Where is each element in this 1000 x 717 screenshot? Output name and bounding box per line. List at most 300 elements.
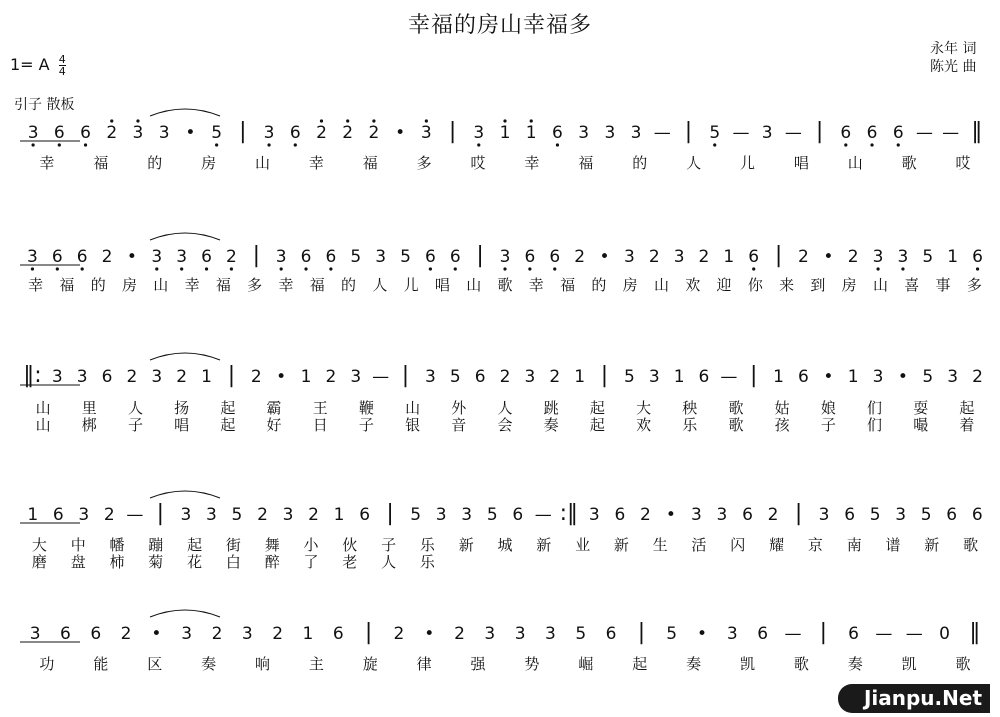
octave-dot-below: [976, 267, 979, 270]
note: 2: [698, 247, 710, 267]
note: •: [185, 123, 196, 143]
lyric-syllable-verse2: 唱: [174, 416, 190, 434]
lyric-syllable: 街: [225, 536, 241, 554]
note: 1: [201, 367, 212, 387]
lyric-syllable: 房: [122, 276, 138, 294]
note: 6: [605, 624, 617, 644]
note: •: [276, 367, 287, 387]
octave-dot-below: [230, 267, 233, 270]
lyric-syllable: 强: [470, 655, 486, 673]
note: 3: [29, 624, 41, 644]
lyric-syllable: 儿: [739, 154, 756, 172]
note: —: [875, 624, 893, 644]
note: 6: [90, 624, 102, 644]
note: 3: [895, 505, 907, 525]
note: 3: [275, 247, 287, 267]
lyric-syllable-verse2: 欢: [636, 416, 652, 434]
octave-dot-below: [870, 143, 873, 146]
note: —: [534, 505, 552, 525]
note: 3: [578, 123, 590, 143]
note: 2: [120, 624, 132, 644]
octave-dot-below: [180, 267, 183, 270]
lyric-syllable: 耀: [769, 536, 785, 554]
note: 3: [872, 367, 884, 387]
octave-dot-below: [556, 143, 559, 146]
octave-dot-below: [901, 267, 904, 270]
lyric-syllable: 凯: [901, 655, 917, 673]
note: 3: [435, 505, 447, 525]
note: 3: [716, 505, 728, 525]
note: 3: [545, 624, 556, 644]
note: 3: [604, 123, 616, 143]
barline: |: [819, 620, 827, 645]
note: 6: [971, 505, 983, 525]
octave-dot-below: [304, 267, 307, 270]
barline: ‖: [971, 119, 983, 144]
lyric-syllable: 耍: [913, 399, 929, 417]
note: 6: [53, 123, 65, 143]
note: 3: [78, 505, 90, 525]
note: •: [599, 247, 610, 267]
lyric-syllable: 跳: [543, 399, 559, 417]
lyric-syllable: 起: [632, 655, 648, 673]
lyric-syllable: 福: [215, 276, 231, 294]
barline: |: [364, 620, 373, 645]
note: 6: [742, 505, 753, 525]
note: 2: [225, 247, 237, 267]
lyric-syllable: 里: [81, 399, 97, 417]
barline: |: [750, 363, 758, 388]
lyric-syllable: 的: [591, 276, 607, 294]
barline: |: [401, 363, 410, 388]
key-signature-text: 1= A: [10, 55, 50, 74]
note: 6: [866, 123, 878, 143]
lyric-syllable: 王: [312, 399, 328, 417]
note: 6: [972, 247, 983, 267]
barline: |: [600, 363, 609, 388]
lyric-syllable: 奏: [686, 655, 702, 673]
lyric-syllable: 子: [381, 536, 397, 554]
octave-dot-below: [31, 267, 34, 270]
octave-dot-below: [267, 143, 270, 146]
lyric-syllable-verse2: 山: [35, 416, 51, 434]
note: 5: [920, 505, 932, 525]
barline: :‖: [559, 501, 579, 526]
lyric-syllable: 人: [686, 154, 702, 172]
lyric-syllable-verse2: 梆: [81, 416, 97, 434]
lyric-syllable-verse2: 起: [589, 416, 605, 434]
note: 2: [257, 505, 268, 525]
slur: [150, 610, 220, 617]
lyric-syllable: 山: [35, 399, 51, 417]
lyric-syllable: 的: [90, 276, 106, 294]
slur: [150, 491, 220, 498]
note: 2: [549, 367, 561, 387]
note: 3: [176, 247, 188, 267]
note: 1: [574, 367, 586, 387]
lyric-syllable-verse2: 子: [127, 416, 143, 434]
note: 2: [342, 123, 354, 143]
note: 2: [316, 123, 327, 143]
note: 3: [818, 505, 830, 525]
note: —: [784, 123, 802, 143]
lyric-syllable: 秧: [682, 399, 698, 417]
octave-dot-below: [84, 143, 87, 146]
octave-dot-below: [477, 143, 480, 146]
lyric-syllable: 起: [220, 399, 236, 417]
note: 6: [289, 123, 301, 143]
note: 3: [76, 367, 88, 387]
note: 3: [132, 123, 144, 143]
note: 3: [27, 247, 38, 267]
barline: |: [448, 119, 457, 144]
lyric-syllable: 闪: [730, 536, 746, 554]
note: •: [897, 367, 908, 387]
note: 2: [393, 624, 405, 644]
lyric-syllable: 幸: [278, 276, 294, 294]
lyric-syllable-verse2: 白: [225, 553, 241, 571]
note: 6: [101, 367, 113, 387]
barline: |: [774, 243, 783, 268]
note: 2: [499, 367, 511, 387]
lyric-syllable: 旋: [362, 655, 378, 673]
octave-dot-above: [503, 119, 506, 122]
note: —: [372, 367, 390, 387]
lyric-syllable-verse2: 磨: [31, 553, 47, 571]
lyric-syllable: 幡: [109, 536, 125, 554]
intro-label: 引子 散板: [14, 97, 75, 113]
note: 5: [922, 367, 934, 387]
lyric-syllable: 姑: [774, 399, 790, 417]
lyric-syllable: 扬: [174, 399, 190, 417]
note: 2: [103, 505, 115, 525]
lyric-syllable: 人: [127, 399, 143, 417]
note: •: [823, 247, 834, 267]
note: 6: [757, 624, 769, 644]
note: —: [126, 505, 144, 525]
lyric-syllable-verse2: 日: [312, 416, 328, 434]
lyric-syllable: 势: [524, 655, 540, 673]
barline: |: [386, 501, 394, 526]
note: 2: [648, 247, 660, 267]
note: 6: [359, 505, 371, 525]
lyric-syllable: 区: [147, 655, 163, 673]
note: 3: [51, 367, 63, 387]
note: 3: [673, 247, 685, 267]
lyric-syllable: 功: [39, 655, 55, 673]
note: 1: [773, 367, 785, 387]
lyric-syllable-verse2: 老: [342, 553, 358, 571]
lyric-syllable: 的: [632, 154, 648, 172]
barline: |: [252, 243, 260, 268]
lyric-syllable-verse2: 子: [358, 416, 374, 434]
note: 3: [588, 505, 600, 525]
lyric-syllable: 奏: [201, 655, 217, 673]
octave-dot-below: [329, 267, 332, 270]
note: •: [823, 367, 834, 387]
lyric-syllable: 山: [466, 276, 482, 294]
note: 5: [709, 123, 721, 143]
note: 6: [300, 247, 312, 267]
note: 3: [420, 123, 432, 143]
lyric-syllable: 山: [405, 399, 421, 417]
octave-dot-above: [346, 119, 349, 122]
note: 2: [454, 624, 465, 644]
lyric-syllable: 幸: [184, 276, 200, 294]
note: 3: [691, 505, 702, 525]
note: 3: [241, 624, 253, 644]
note: 5: [231, 505, 243, 525]
lyric-syllable: 城: [497, 536, 513, 554]
octave-dot-below: [155, 267, 158, 270]
lyric-syllable: 歌: [963, 536, 979, 554]
note: 5: [922, 247, 934, 267]
note: 3: [151, 247, 163, 267]
barline: |: [815, 119, 824, 144]
lyric-syllable-verse2: 会: [497, 416, 513, 434]
note: 5: [666, 624, 678, 644]
lyric-syllable: 山: [153, 276, 169, 294]
lyric-syllable: 外: [451, 399, 467, 417]
note: 1: [673, 367, 685, 387]
note: 3: [648, 367, 660, 387]
note: 3: [151, 367, 163, 387]
octave-dot-above: [425, 119, 428, 122]
note: 6: [60, 624, 71, 644]
slur: [150, 109, 220, 116]
note: 3: [181, 624, 193, 644]
note: 3: [623, 247, 635, 267]
slur: [150, 233, 220, 240]
lyric-syllable: 谱: [885, 536, 901, 554]
barline: |: [476, 243, 484, 268]
octave-dot-above: [530, 119, 533, 122]
lyric-syllable: 律: [416, 655, 432, 673]
note: 2: [574, 247, 586, 267]
lyric-syllable: 鞭: [358, 399, 374, 417]
lyric-syllable: 幸: [39, 154, 55, 172]
lyric-syllable: 房: [841, 276, 857, 294]
note: •: [697, 624, 708, 644]
note: 1: [525, 123, 537, 143]
lyric-syllable: 迎: [716, 276, 732, 294]
note: 6: [552, 123, 563, 143]
lyricist-credit: 永年 词: [930, 41, 977, 57]
lyric-syllable-verse2: 起: [220, 416, 236, 434]
lyric-syllable: 中: [70, 536, 86, 554]
octave-dot-below: [876, 267, 879, 270]
lyric-syllable: 新: [458, 536, 474, 554]
lyric-syllable: 事: [935, 276, 951, 294]
slur: [150, 353, 220, 360]
note: 6: [748, 247, 760, 267]
time-signature-bottom: 4: [58, 65, 66, 78]
note: 3: [206, 505, 217, 525]
note: —: [915, 123, 933, 143]
note: 2: [798, 247, 809, 267]
barline: ‖:: [23, 363, 42, 388]
lyric-syllable: 山: [847, 154, 863, 172]
note: •: [126, 247, 137, 267]
lyric-syllable: 来: [779, 276, 795, 294]
lyric-syllable: 幸: [524, 154, 540, 172]
lyric-syllable: 舞: [264, 536, 280, 554]
lyric-syllable: 福: [309, 276, 325, 294]
note: 1: [302, 624, 314, 644]
note: 2: [308, 505, 319, 525]
note: 1: [27, 505, 39, 525]
lyric-syllable: 房: [622, 276, 638, 294]
note: 3: [514, 624, 526, 644]
octave-dot-below: [58, 143, 61, 146]
lyric-syllable: 生: [652, 536, 668, 554]
lyric-syllable-verse2: 奏: [543, 416, 559, 434]
note: 1: [847, 367, 859, 387]
lyric-syllable: 小: [303, 536, 319, 554]
page-title: 幸福的房山幸福多: [407, 13, 592, 38]
octave-dot-below: [503, 267, 506, 270]
lyric-syllable: 的: [147, 154, 163, 172]
lyric-syllable: 奏: [847, 655, 863, 673]
lyric-syllable-verse2: 歌: [728, 416, 744, 434]
octave-dot-below: [215, 143, 218, 146]
lyric-syllable: 能: [93, 655, 109, 673]
note: 3: [461, 505, 473, 525]
lyric-syllable: 人: [372, 276, 388, 294]
note: —: [732, 123, 750, 143]
note: •: [395, 123, 406, 143]
note: 2: [767, 505, 779, 525]
note: 2: [101, 247, 113, 267]
octave-dot-above: [136, 119, 139, 122]
lyric-syllable: 们: [867, 399, 883, 417]
barline: |: [794, 501, 803, 526]
note: 6: [201, 247, 212, 267]
octave-dot-below: [429, 267, 432, 270]
note: 6: [844, 505, 856, 525]
note: 1: [947, 247, 959, 267]
octave-dot-below: [81, 267, 84, 270]
note: 3: [180, 505, 192, 525]
lyric-syllable: 凯: [739, 655, 756, 673]
lyric-syllable: 福: [93, 154, 109, 172]
lyric-syllable: 多: [416, 154, 432, 172]
note: 2: [847, 247, 859, 267]
note: 6: [614, 505, 626, 525]
octave-dot-below: [528, 267, 531, 270]
lyric-syllable: 崛: [578, 655, 594, 673]
note: 3: [282, 505, 294, 525]
octave-dot-below: [294, 143, 297, 146]
note: 0: [939, 624, 950, 644]
octave-dot-below: [844, 143, 847, 146]
octave-dot-above: [372, 119, 375, 122]
lyric-syllable: 福: [59, 276, 75, 294]
lyric-syllable-verse2: 着: [959, 416, 975, 434]
lyric-syllable: 起: [959, 399, 975, 417]
barline: |: [684, 119, 693, 144]
note: 6: [698, 367, 710, 387]
lyric-syllable-verse2: 银: [405, 416, 421, 434]
note: 2: [368, 123, 380, 143]
octave-dot-below: [752, 267, 755, 270]
note: 6: [424, 247, 436, 267]
note: 5: [486, 505, 498, 525]
note: 3: [499, 247, 511, 267]
octave-dot-above: [320, 119, 323, 122]
note: —: [942, 123, 960, 143]
note: 3: [484, 624, 496, 644]
note: 6: [52, 505, 64, 525]
note: 2: [126, 367, 138, 387]
note: —: [784, 624, 802, 644]
note: 5: [410, 505, 422, 525]
lyric-syllable: 儿: [403, 276, 419, 294]
note: 6: [892, 123, 904, 143]
barline: |: [239, 119, 247, 144]
time-signature-top: 4: [58, 53, 66, 66]
note: 3: [375, 247, 387, 267]
note: 3: [158, 123, 170, 143]
lyric-syllable-verse2: 菊: [148, 553, 164, 571]
lyric-syllable: 歌: [497, 276, 513, 294]
lyric-syllable: 你: [747, 276, 763, 294]
lyric-syllable: 的: [341, 276, 357, 294]
lyric-syllable: 福: [362, 154, 378, 172]
note: 3: [473, 123, 485, 143]
octave-dot-below: [56, 267, 59, 270]
note: 5: [350, 247, 362, 267]
composer-credit: 陈光 曲: [930, 59, 977, 75]
note: 2: [250, 367, 262, 387]
note: 5: [575, 624, 587, 644]
note: 2: [176, 367, 188, 387]
lyric-syllable: 福: [560, 276, 576, 294]
barline: |: [156, 501, 165, 526]
note: 6: [549, 247, 561, 267]
barline: ‖: [969, 620, 981, 645]
lyric-syllable-verse2: 孩: [774, 416, 790, 434]
note: 5: [211, 123, 223, 143]
lyric-syllable: 幸: [528, 276, 544, 294]
lyric-syllable: 主: [308, 655, 324, 673]
lyric-syllable-verse2: 花: [187, 553, 203, 571]
note: 3: [27, 123, 39, 143]
lyric-syllable-verse2: 了: [303, 553, 319, 571]
lyric-syllable: 歌: [955, 655, 971, 673]
lyric-syllable: 唱: [793, 154, 809, 172]
lyric-syllable: 多: [247, 276, 263, 294]
note: —: [653, 123, 671, 143]
octave-dot-below: [32, 143, 35, 146]
note: 5: [400, 247, 411, 267]
note: 3: [872, 247, 884, 267]
note: 6: [524, 247, 536, 267]
lyric-syllable: 到: [810, 276, 826, 294]
lyric-syllable: 起: [187, 536, 203, 554]
note: 6: [76, 247, 88, 267]
lyric-syllable: 歌: [793, 655, 809, 673]
note: 5: [449, 367, 461, 387]
lyric-syllable: 业: [575, 536, 591, 554]
note: —: [720, 367, 738, 387]
note: 6: [798, 367, 809, 387]
lyric-syllable: 哎: [470, 154, 486, 172]
note: 6: [512, 505, 524, 525]
note: 6: [325, 247, 337, 267]
note: •: [424, 624, 435, 644]
lyric-syllable: 大: [31, 536, 47, 554]
